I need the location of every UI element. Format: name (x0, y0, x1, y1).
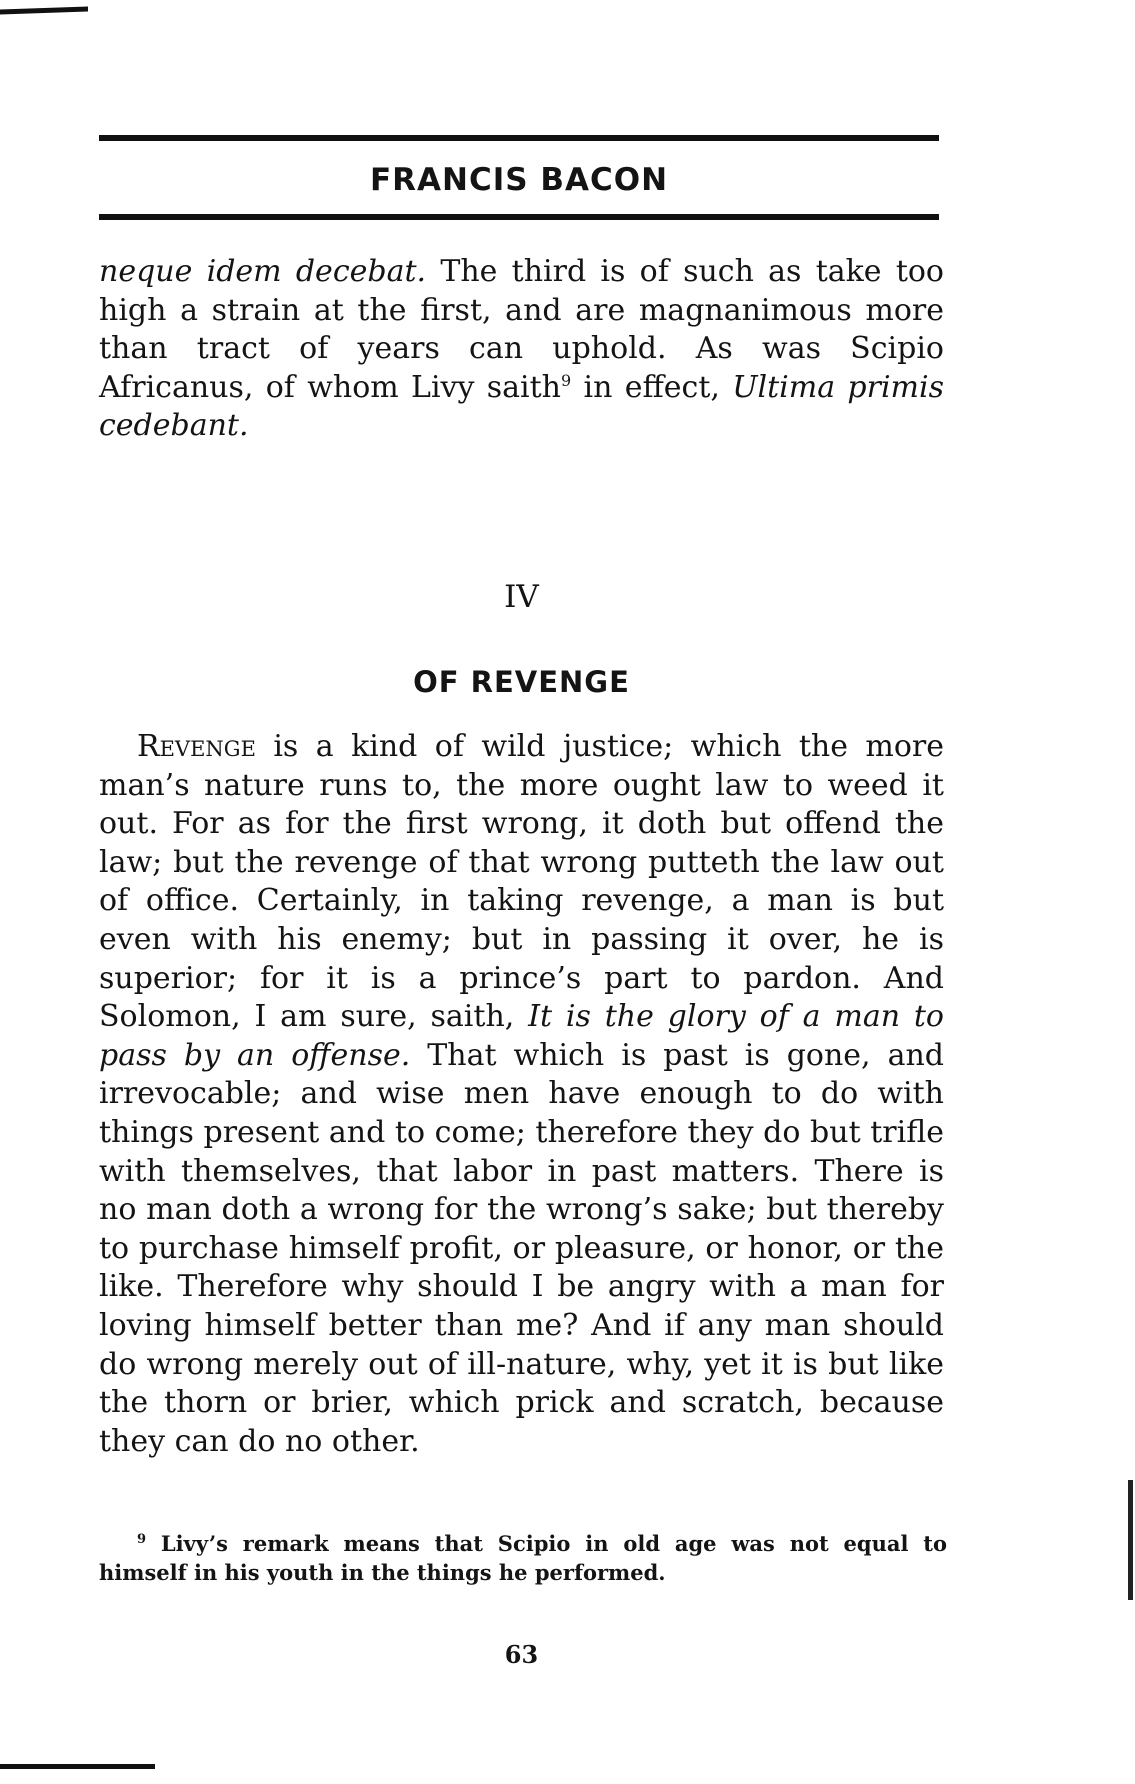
essay-lead-word: Revenge (137, 729, 256, 764)
continuation-paragraph (99, 253, 944, 446)
page-number: 63 (504, 1640, 539, 1669)
footnote (99, 1525, 947, 1587)
footnote-reference: 9 (561, 370, 572, 390)
chapter-number: IV (504, 579, 539, 615)
scan-edge-mark-right (1128, 1480, 1133, 1600)
scan-edge-mark-top (0, 6, 88, 14)
chapter-title: OF REVENGE (413, 665, 630, 699)
continuation-text-2: in effect, (571, 369, 733, 405)
continuation-italic-close: Ultima primis cedebant. (99, 369, 944, 444)
essay-paragraph (99, 728, 944, 1461)
footnote-marker: 9 (137, 1532, 147, 1547)
header-rule-bottom (99, 214, 939, 220)
continuation-text: The third is of such as take too high a strain at the first, and are magnanimous more than tract of years can uphold. As was Scipio Africanus, of whom Livy saith (99, 254, 944, 405)
continuation-italic-open: neque idem decebat. (99, 254, 427, 289)
running-head: FRANCIS BACON (369, 162, 669, 198)
footnote-text: Livy’s remark means that Scipio in old age was not equal to himself in his youth in the things he performed. (99, 1531, 947, 1585)
essay-text-2: That which is past is gone, and irrevocable; and wise men have enough to do with things present and to come; therefore they do but trifle with themselves, that labor in past matters. There is no man doth a wrong for the wrong’s sake; but thereby to purchase himself profit, or pleasure, or honor, or the like. Therefore why should I be angry with a man for loving himself better than me? And if any man should do wrong merely out of ill-nature, why, yet it is but like the thorn or brier, which prick and scratch, because they can do no other. (99, 1037, 944, 1459)
scan-edge-mark-bottom (0, 1764, 155, 1769)
essay-quote: It is the glory of a man to pass by an offense. (99, 999, 944, 1073)
header-rule-top (99, 135, 939, 141)
essay-text: is a kind of wild justice; which the more man’s nature runs to, the more ought law to weed it out. For as for the first wrong, it doth but offend the law; but the revenge of that wrong putteth the law out of office. Certainly, in taking revenge, a man is but even with his enemy; but in passing it over, he is superior; for it is a prince’s part to pardon. And Solomon, I am sure, saith, (99, 729, 944, 1035)
